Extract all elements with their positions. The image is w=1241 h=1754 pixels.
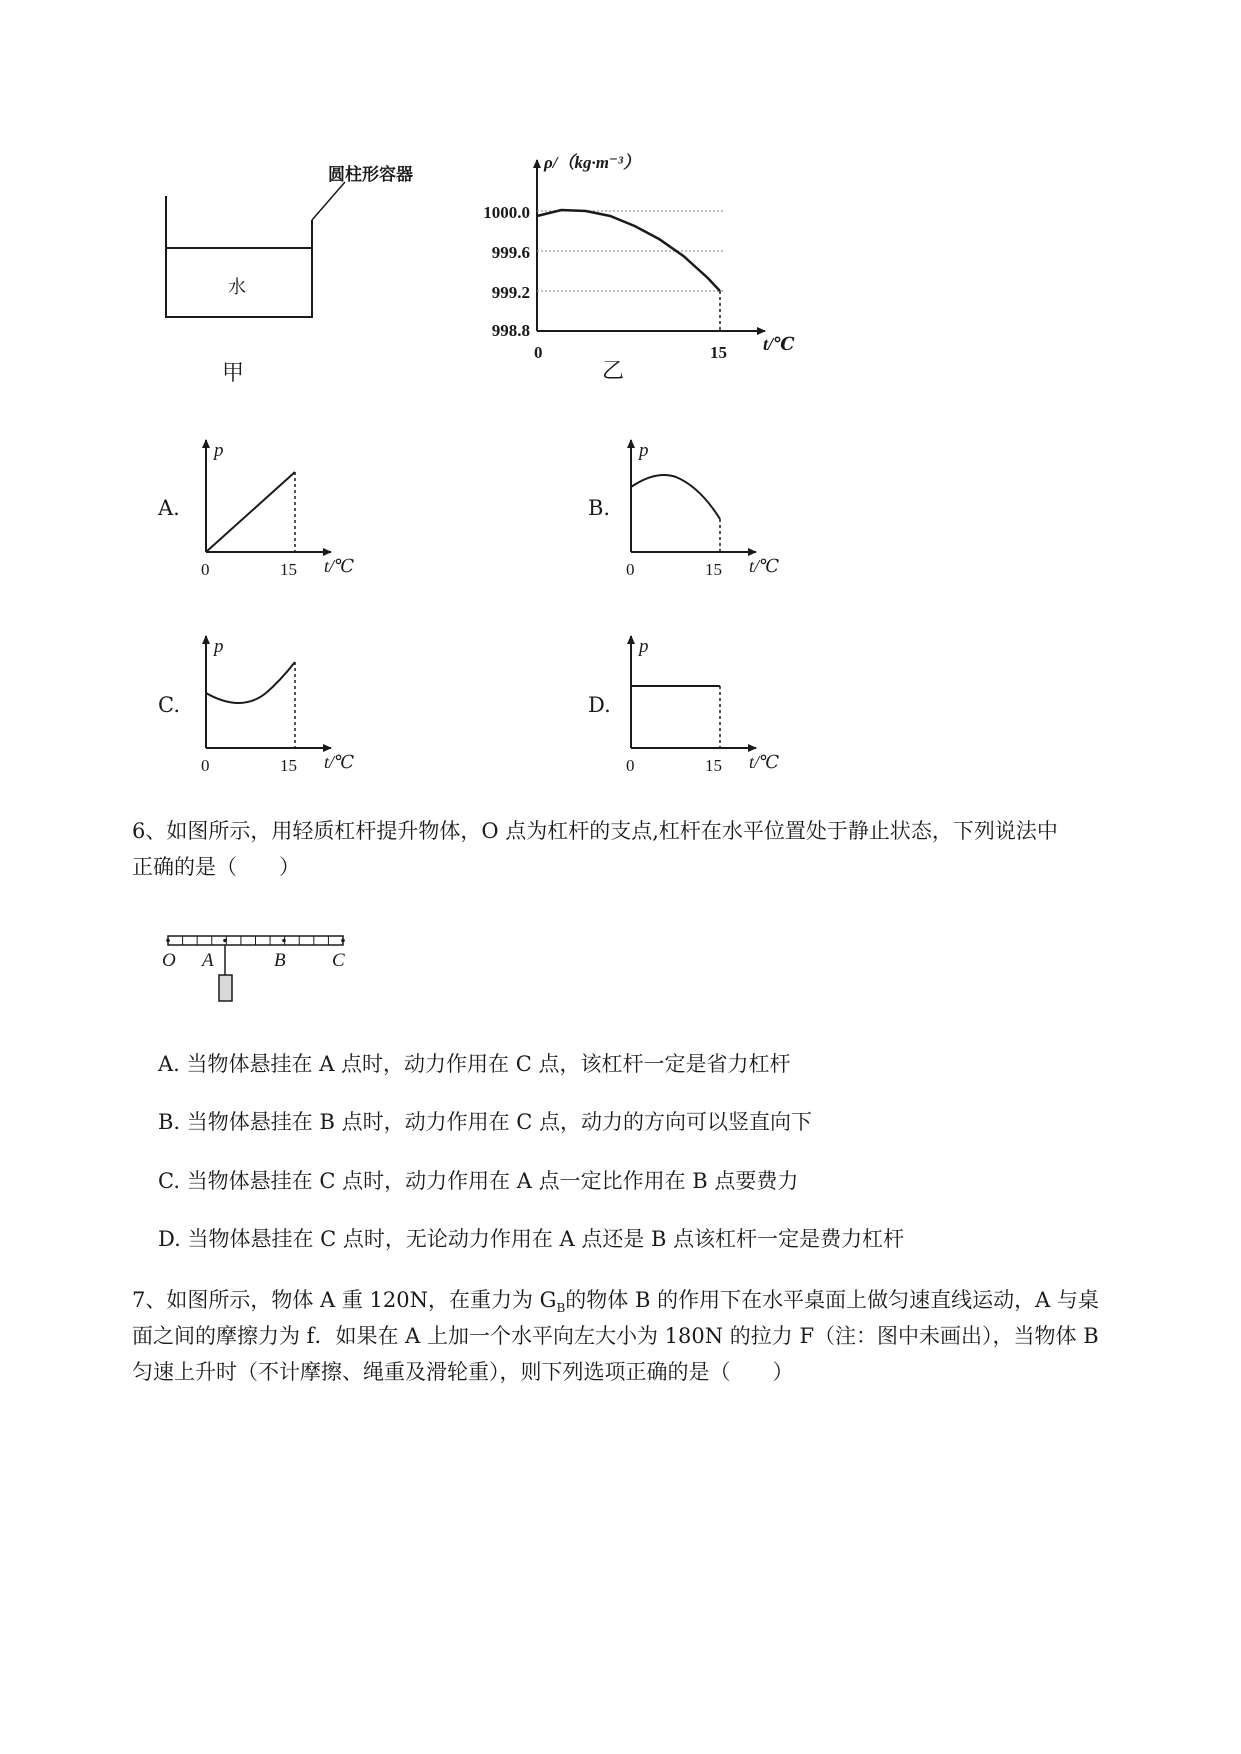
- option-text: 当物体悬挂在 B 点时，动力作用在 C 点，动力的方向可以竖直向下: [186, 1110, 812, 1134]
- y-axis-label: p: [639, 636, 649, 657]
- pressure-curve: [631, 475, 720, 519]
- point-c-label: C: [332, 950, 345, 971]
- x-tick-label-15: 15: [280, 560, 297, 579]
- option-text: 当物体悬挂在 C 点时，动力作用在 A 点一定比作用在 B 点要费力: [186, 1169, 799, 1193]
- option-graph-a: [190, 432, 370, 582]
- q7-stem-line2: 面之间的摩擦力为 f．如果在 A 上加一个水平向左大小为 180N 的拉力 F（注：图中未画出），当物体 B: [132, 1324, 1099, 1348]
- lever-figure: [160, 928, 360, 1008]
- x-tick-label-15: 15: [710, 343, 727, 362]
- point-a-label: A: [202, 950, 214, 971]
- lever-point: [341, 939, 345, 943]
- point-b-label: B: [274, 950, 286, 971]
- label-leader-line: [312, 182, 345, 220]
- chart-caption: 乙: [602, 359, 625, 384]
- lever-point: [282, 939, 286, 943]
- option-letter: A.: [158, 1052, 180, 1076]
- option-letter: B.: [158, 1110, 181, 1134]
- q7-stem-line1: [132, 1288, 1099, 1320]
- option-letter: D.: [158, 1227, 181, 1251]
- lever-point: [166, 939, 170, 943]
- q6-option-b: [158, 1110, 812, 1134]
- x-tick-label-15: 15: [705, 560, 722, 579]
- container-label: 圆柱形容器: [328, 165, 413, 185]
- lever-point: [223, 939, 227, 943]
- option-letter-a: A.: [158, 496, 180, 520]
- chart-density: [510, 150, 810, 390]
- figure-jia: [150, 160, 450, 400]
- x-tick-label-0: 0: [626, 756, 635, 775]
- y-axis-label: p: [214, 440, 224, 461]
- x-tick-label-0: 0: [201, 756, 210, 775]
- q7-text-part1: 7、如图所示，物体 A 重 120N，在重力为 G: [132, 1288, 557, 1312]
- y-tick-label: 999.6: [491, 243, 530, 262]
- y-axis-label: p: [214, 636, 224, 657]
- q7-subscript: B: [556, 1301, 566, 1316]
- x-tick-label-0: 0: [626, 560, 635, 579]
- option-graph-c: [190, 628, 370, 778]
- x-tick-label-0: 0: [534, 343, 543, 362]
- y-axis-label: ρ/（kg·m⁻³）: [544, 153, 641, 172]
- option-letter-b: B.: [588, 496, 611, 520]
- x-axis-label: t/℃: [324, 752, 355, 772]
- q6-stem-line2: 正确的是（ ）: [132, 855, 300, 879]
- q6-stem-line1: 6、如图所示，用轻质杠杆提升物体，O 点为杠杆的支点,杠杆在水平位置处于静止状态，下列说法中: [132, 819, 1058, 843]
- q7-text-part2: 的物体 B 的作用下在水平桌面上做匀速直线运动，A 与桌: [565, 1288, 1099, 1312]
- y-tick-label: 999.2: [491, 283, 530, 302]
- q7-stem-line3: 匀速上升时（不计摩擦、绳重及滑轮重），则下列选项正确的是（ ）: [132, 1360, 794, 1384]
- option-text: 当物体悬挂在 A 点时，动力作用在 C 点，该杠杆一定是省力杠杆: [186, 1052, 791, 1076]
- caption-jia: 甲: [222, 361, 245, 386]
- y-tick-label: 998.8: [491, 321, 530, 340]
- y-axis-label: p: [639, 440, 649, 461]
- x-tick-label-15: 15: [705, 756, 722, 775]
- q6-option-a: [158, 1052, 790, 1076]
- x-axis-label: t/℃: [749, 752, 780, 772]
- x-tick-label-0: 0: [201, 560, 210, 579]
- x-axis-label: t/℃: [324, 556, 355, 576]
- y-tick-label: 1000.0: [483, 203, 530, 222]
- x-axis-label: t/℃: [763, 334, 795, 354]
- option-graph-b: [615, 432, 795, 582]
- option-letter-c: C.: [158, 693, 180, 717]
- point-o-label: O: [162, 950, 176, 971]
- pressure-curve: [206, 662, 295, 703]
- y-tick-column: [440, 150, 530, 350]
- water-label: 水: [228, 277, 246, 298]
- x-tick-label-15: 15: [280, 756, 297, 775]
- option-text: 当物体悬挂在 C 点时，无论动力作用在 A 点还是 B 点该杠杆一定是费力杠杆: [187, 1227, 905, 1251]
- q6-option-d: [158, 1227, 904, 1251]
- x-axis-label: t/℃: [749, 556, 780, 576]
- container-outline: [166, 196, 312, 317]
- pressure-curve: [206, 472, 295, 552]
- option-graph-d: [615, 628, 815, 778]
- option-letter-d: D.: [588, 693, 611, 717]
- q6-option-c: [158, 1169, 798, 1193]
- density-curve: [537, 210, 720, 291]
- hanging-weight: [219, 975, 232, 1001]
- option-letter: C.: [158, 1169, 180, 1193]
